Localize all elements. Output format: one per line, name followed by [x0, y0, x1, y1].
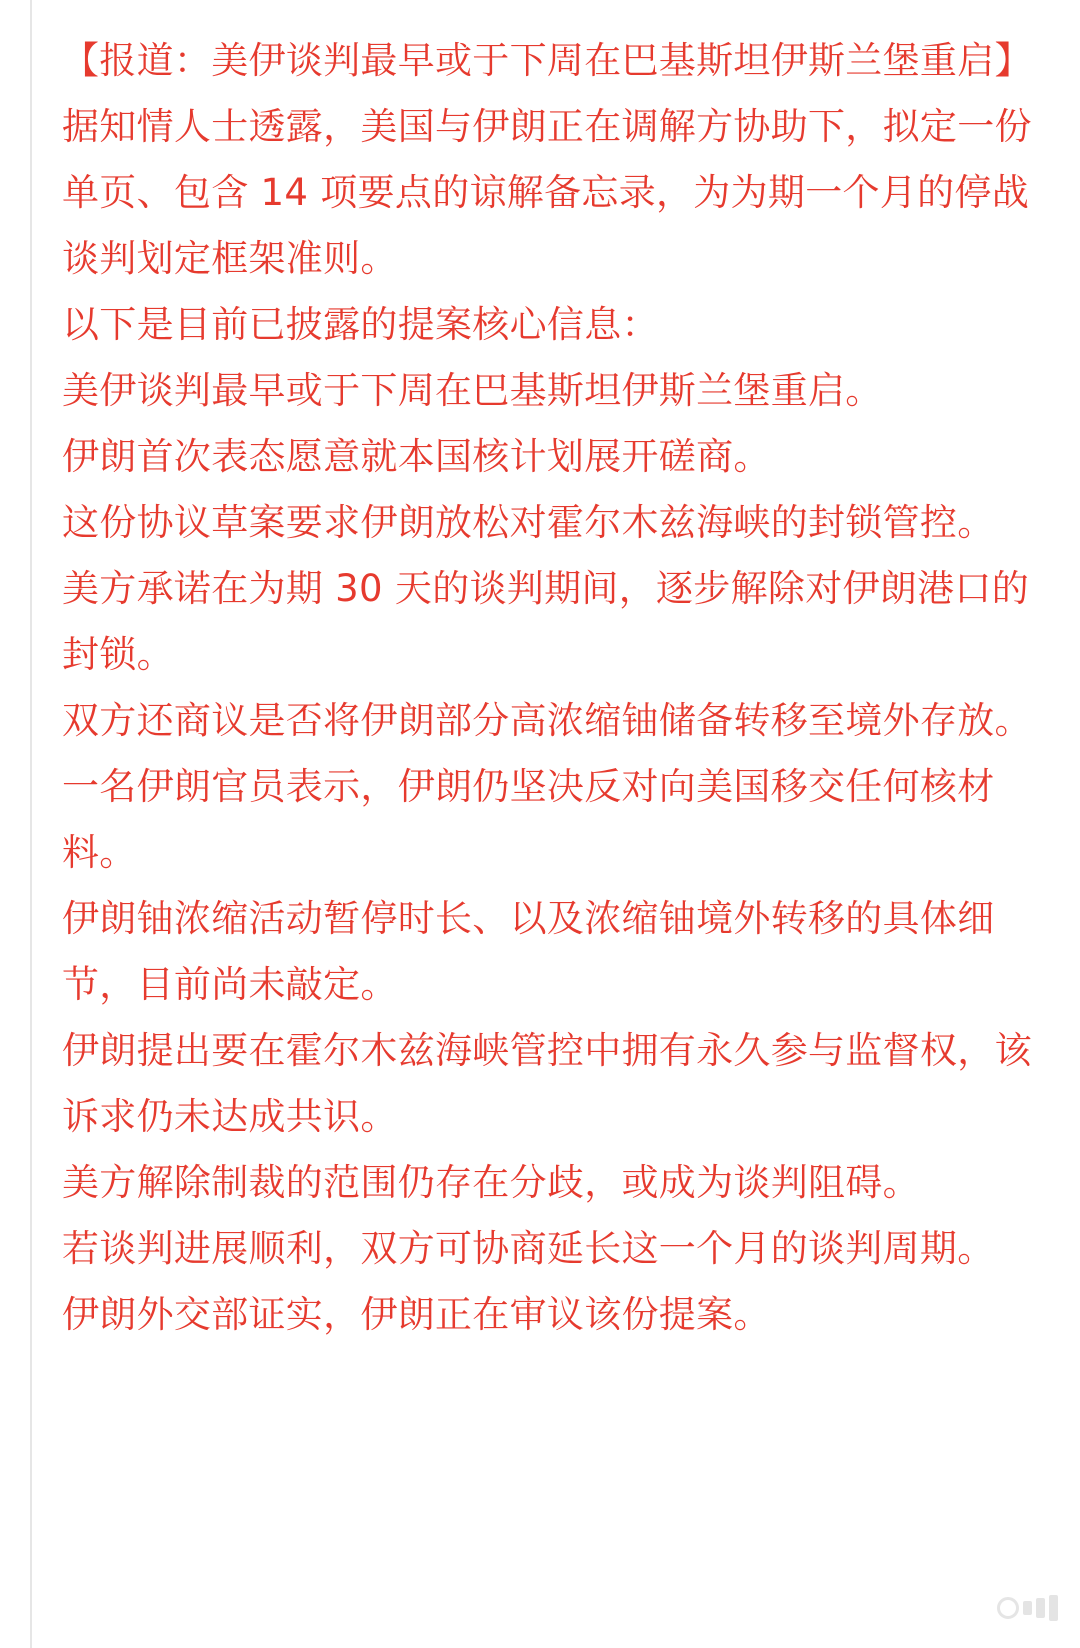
watermark-ring-icon: [997, 1597, 1019, 1619]
article-lead-in: 以下是目前已披露的提案核心信息：: [62, 303, 659, 346]
article-point: 这份协议草案要求伊朗放松对霍尔木兹海峡的封锁管控。: [62, 501, 995, 544]
article-point: 美方解除制裁的范围仍存在分歧，或成为谈判阻碍。: [62, 1161, 920, 1204]
article-headline: 【报道：美伊谈判最早或于下周在巴基斯坦伊斯兰堡重启】: [62, 39, 1032, 82]
article-point: 若谈判进展顺利，双方可协商延长这一个月的谈判周期。: [62, 1227, 995, 1270]
article-point: 一名伊朗官员表示，伊朗仍坚决反对向美国移交任何核材料。: [62, 765, 995, 874]
article-body: [62, 28, 1052, 1348]
logo-watermark-icon: [997, 1594, 1058, 1622]
article-first-paragraph: [62, 28, 1052, 292]
article-point: 双方还商议是否将伊朗部分高浓缩铀储备转移至境外存放。: [62, 699, 1032, 742]
watermark-bar-icon: [1036, 1598, 1045, 1618]
article-intro: 据知情人士透露，美国与伊朗正在调解方协助下，拟定一份单页、包含 14 项要点的谅解备忘录，为为期一个月的停战谈判划定框架准则。: [62, 105, 1032, 280]
left-margin-rule: [30, 0, 32, 1648]
watermark-bar-icon: [1049, 1595, 1058, 1621]
article-point: 美方承诺在为期 30 天的谈判期间，逐步解除对伊朗港口的封锁。: [62, 567, 1030, 676]
article-point: 美伊谈判最早或于下周在巴基斯坦伊斯兰堡重启。: [62, 369, 883, 412]
article-point: 伊朗外交部证实，伊朗正在审议该份提案。: [62, 1293, 771, 1336]
article-point: 伊朗提出要在霍尔木兹海峡管控中拥有永久参与监督权，该诉求仍未达成共识。: [62, 1029, 1032, 1138]
article-point: 伊朗首次表态愿意就本国核计划展开磋商。: [62, 435, 771, 478]
article-point: 伊朗铀浓缩活动暂停时长、以及浓缩铀境外转移的具体细节，目前尚未敲定。: [62, 897, 995, 1006]
watermark-bar-icon: [1023, 1601, 1032, 1615]
